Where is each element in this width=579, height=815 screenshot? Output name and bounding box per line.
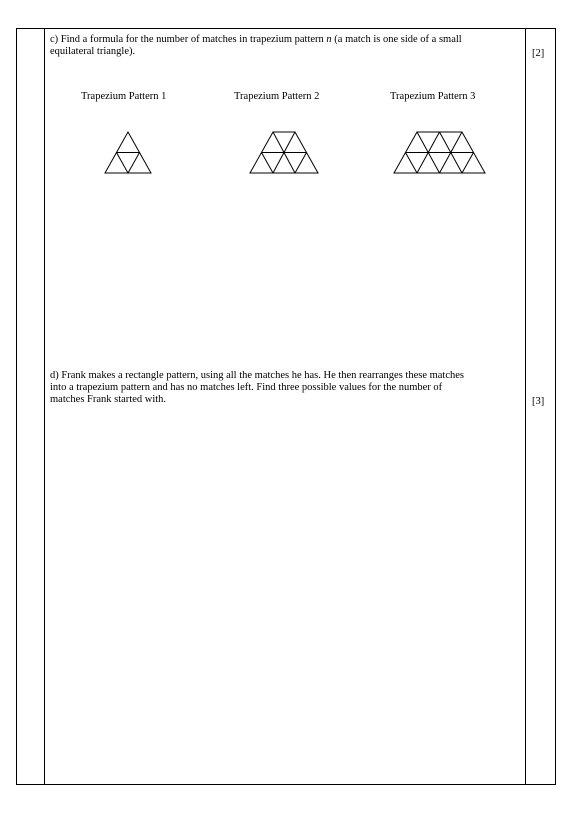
part-c-line-1-tail: (a match is one side of a small [334,34,462,45]
pattern-3-diag-f [462,153,474,174]
pattern-1-inner-left [117,153,129,174]
pattern-1-caption: Trapezium Pattern 1 [81,91,167,102]
pattern-2-caption: Trapezium Pattern 2 [234,91,320,102]
part-d-marks: [3] [532,396,545,407]
part-c-marks: [2] [532,48,545,59]
part-c-line-1-text: c) Find a formula for the number of matches in trapezium pattern [50,34,324,45]
part-c-question [50,34,520,58]
marks-column-rule [525,29,526,784]
trapezium-pattern-3 [393,131,486,174]
pattern-3-caption: Trapezium Pattern 3 [390,91,476,102]
part-d-line-3: matches Frank started with. [50,394,167,405]
left-margin-rule [44,29,45,784]
pattern-1-inner-right [128,153,140,174]
pattern-3-lines [394,132,485,173]
trapezium-pattern-1 [104,131,152,174]
trapezium-pattern-2 [249,131,319,174]
pattern-3-diag-e [406,153,418,174]
pattern-2-diag-c [262,153,274,174]
pattern-2-lines [250,132,318,173]
pattern-1-lines [105,132,151,173]
part-c-line-1 [50,34,520,46]
part-c-variable: n [326,34,332,45]
pattern-2-diag-d [295,153,307,174]
part-d-question [50,370,525,406]
part-d-line-1: d) Frank makes a rectangle pattern, using all the matches he has. He then rearranges these matches [50,370,465,381]
part-d-line-2: into a trapezium pattern and has no matches left. Find three possible values for the number of [50,382,443,393]
part-c-line-2: equilateral triangle). [50,46,136,57]
